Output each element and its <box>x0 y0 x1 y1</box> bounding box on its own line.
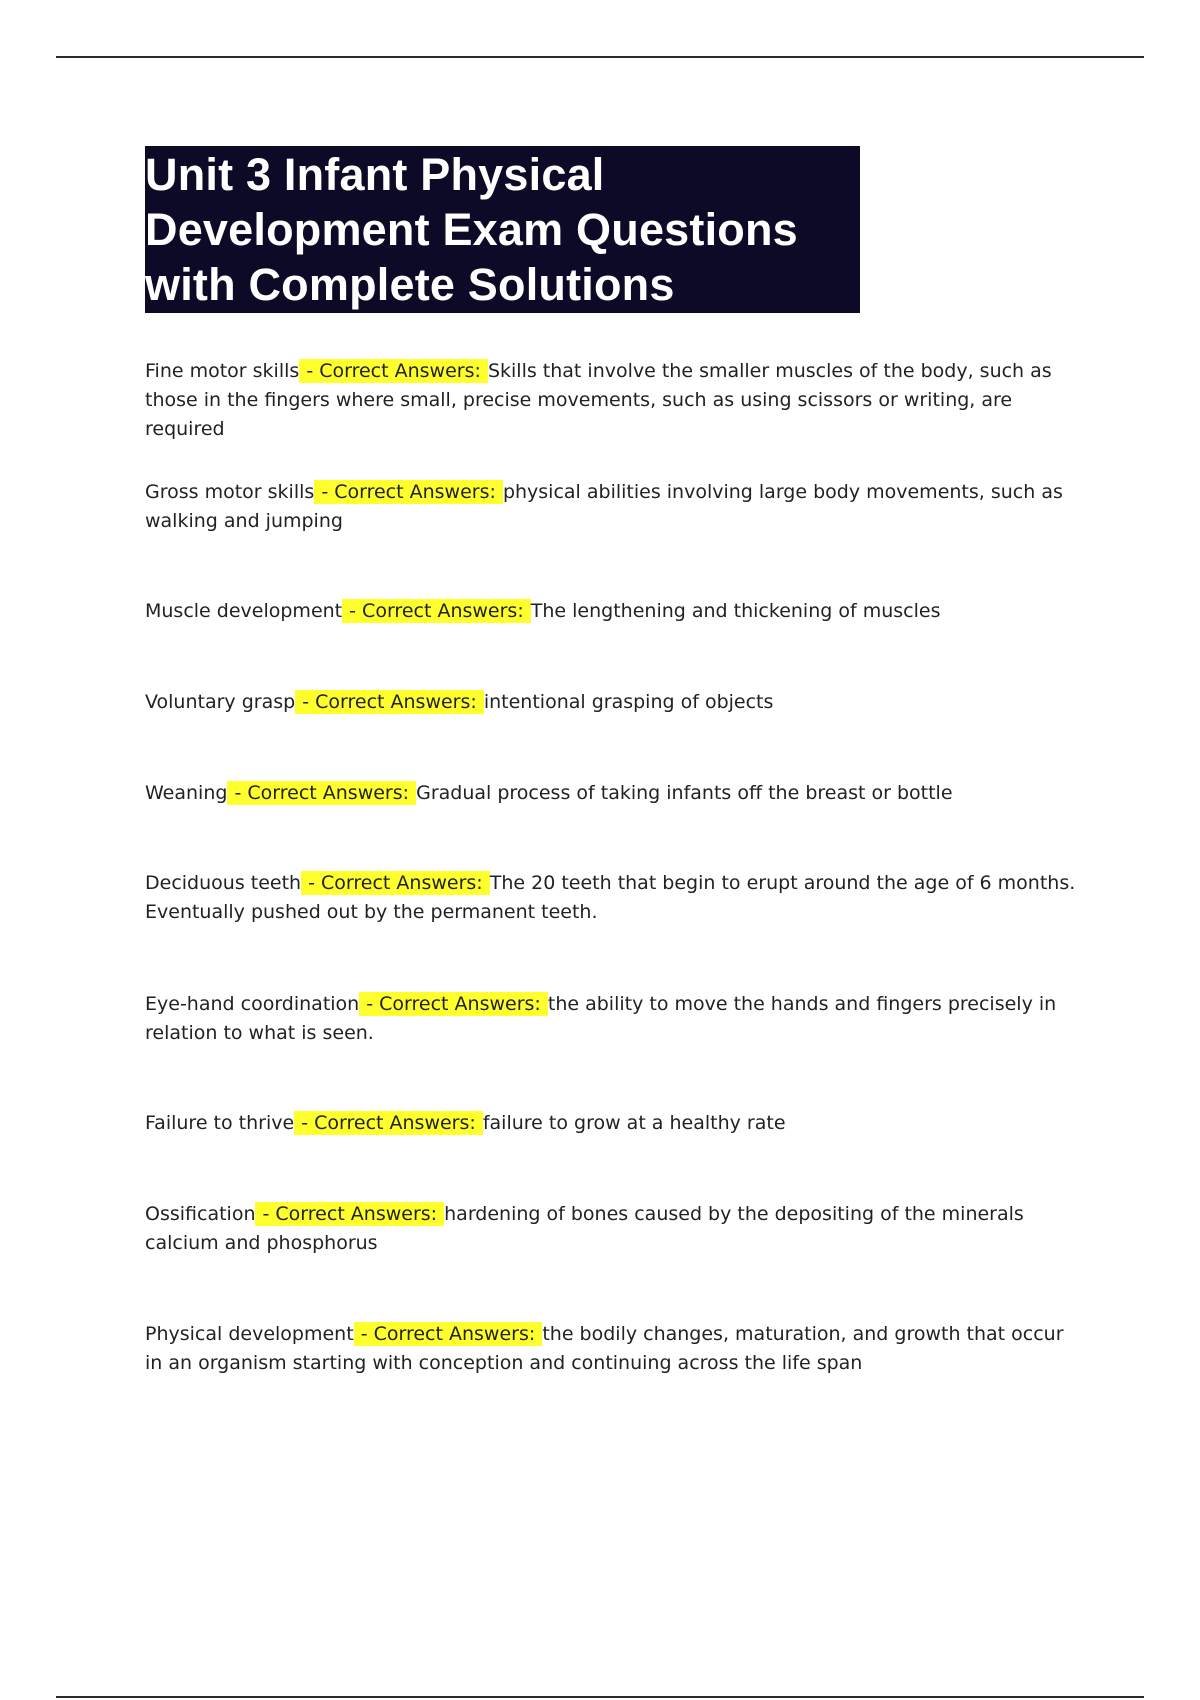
qa-item <box>145 357 1085 444</box>
correct-answers-marker: - Correct Answers: <box>300 360 487 382</box>
qa-item <box>145 990 1085 1048</box>
qa-answer: Skills that involve the smaller muscles of the body, such as those in the fingers where small, precise movements, such as using scissors or writing, are required <box>145 360 1052 440</box>
top-rule <box>56 56 1144 58</box>
qa-item <box>145 478 1085 536</box>
title-banner <box>145 146 860 313</box>
qa-term: Gross motor skills <box>145 481 315 503</box>
qa-answer: the bodily changes, maturation, and growth that occur in an organism starting with conception and continuing across the life span <box>145 1323 1064 1374</box>
qa-item <box>145 597 1085 626</box>
qa-answer: intentional grasping of objects <box>483 691 774 713</box>
qa-term: Deciduous teeth <box>145 872 302 894</box>
qa-term: Voluntary grasp <box>145 691 296 713</box>
qa-answer: The lengthening and thickening of muscles <box>530 600 941 622</box>
correct-answers-marker: - Correct Answers: <box>343 600 530 622</box>
qa-item <box>145 869 1085 927</box>
qa-item <box>145 1200 1085 1258</box>
qa-answer: hardening of bones caused by the depositing of the minerals calcium and phosphorus <box>145 1203 1024 1254</box>
qa-answer: failure to grow at a healthy rate <box>482 1112 786 1134</box>
page-title: Unit 3 Infant Physical Development Exam Questions with Complete Solutions <box>145 149 798 310</box>
correct-answers-marker: - Correct Answers: <box>295 1112 482 1134</box>
correct-answers-marker: - Correct Answers: <box>360 993 547 1015</box>
qa-term: Physical development <box>145 1323 354 1345</box>
correct-answers-marker: - Correct Answers: <box>296 691 483 713</box>
qa-item <box>145 1320 1085 1378</box>
qa-item <box>145 1109 1085 1138</box>
qa-answer: The 20 teeth that begin to erupt around the age of 6 months. Eventually pushed out by the permanent teeth. <box>145 872 1076 923</box>
qa-term: Eye-hand coordination <box>145 993 360 1015</box>
qa-term: Fine motor skills <box>145 360 300 382</box>
correct-answers-marker: - Correct Answers: <box>256 1203 444 1225</box>
correct-answers-marker: - Correct Answers: <box>315 481 502 503</box>
qa-item <box>145 779 1085 808</box>
qa-answer: physical abilities involving large body movements, such as walking and jumping <box>145 481 1063 532</box>
correct-answers-marker: - Correct Answers: <box>228 782 416 804</box>
qa-answer: the ability to move the hands and fingers precisely in relation to what is seen. <box>145 993 1057 1044</box>
bottom-rule <box>56 1696 1144 1698</box>
correct-answers-marker: - Correct Answers: <box>354 1323 542 1345</box>
correct-answers-marker: - Correct Answers: <box>302 872 489 894</box>
qa-term: Ossification <box>145 1203 256 1225</box>
qa-term: Failure to thrive <box>145 1112 295 1134</box>
qa-term: Weaning <box>145 782 228 804</box>
qa-term: Muscle development <box>145 600 343 622</box>
qa-answer: Gradual process of taking infants off the breast or bottle <box>416 782 953 804</box>
qa-item <box>145 688 1085 717</box>
